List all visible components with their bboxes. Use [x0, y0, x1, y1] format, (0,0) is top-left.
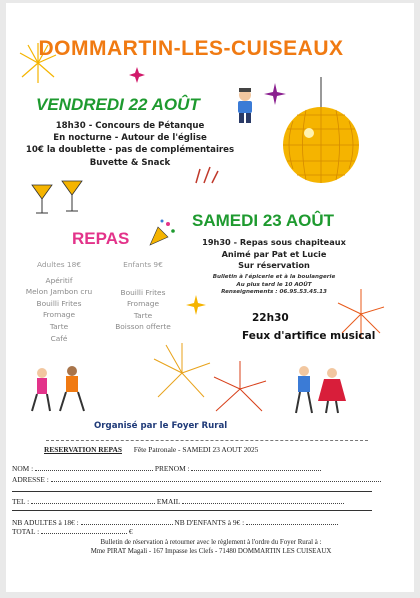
menu-item: Fromage — [42, 310, 76, 320]
footer-line: Mme PIRAT Magali - 167 Impasse les Clefs - 71480 DOMMARTIN LES CUISEAUX — [90, 548, 332, 555]
purple-star-icon — [264, 83, 286, 105]
total-label: TOTAL : — [12, 527, 40, 536]
fireworks-label: Feux d'artifice musical — [242, 330, 376, 342]
gold-star-icon — [186, 295, 206, 315]
day2-reservation-info — [192, 274, 356, 297]
tel-label: TEL : — [12, 497, 30, 506]
menu-adults-heading: Adultes 18€ — [36, 260, 82, 269]
prenom-field[interactable] — [191, 464, 321, 471]
email-field[interactable] — [182, 497, 344, 504]
form-rule — [12, 510, 372, 511]
total-currency: € — [128, 527, 133, 536]
day2-line: Sur réservation — [238, 260, 310, 270]
day2-program — [192, 237, 356, 272]
adresse-label: ADRESSE : — [12, 475, 49, 484]
party-popper-icon — [148, 219, 176, 247]
form-heading-event: Fête Patronale - SAMEDI 23 AOUT 2025 — [133, 445, 259, 454]
menu-kids — [102, 259, 184, 333]
disco-ball-icon — [281, 77, 361, 187]
menu-adults — [20, 259, 98, 344]
day1-line: 18h30 - Concours de Pétanque — [55, 121, 205, 131]
tel-field[interactable] — [31, 497, 155, 504]
dancing-couple-icon — [290, 365, 350, 417]
menu-item: Boisson offerte — [115, 322, 171, 332]
total-field[interactable] — [41, 527, 127, 534]
menu-item: Tarte — [133, 310, 153, 320]
day1-line: En nocturne - Autour de l'église — [53, 133, 207, 144]
info-line: Au plus tard le 10 AOÛT — [236, 281, 312, 288]
poster-page — [6, 3, 414, 592]
enfants-field[interactable] — [246, 518, 338, 525]
menu-item: Fromage — [126, 299, 160, 309]
pink-star-icon — [129, 67, 145, 83]
menu-item: Melon Jambon cru — [25, 287, 93, 297]
day2-heading: SAMEDI 23 AOÛT — [192, 211, 335, 230]
day1-line: 10€ la doublette - pas de complémentaires — [25, 145, 235, 156]
nom-label: NOM : — [12, 464, 34, 473]
day2-line: 19h30 - Repas sous chapiteaux — [202, 237, 346, 247]
menu-item: Café — [50, 333, 68, 343]
menu-item: Bouilli Frites — [120, 287, 166, 297]
menu-kids-heading: Enfants 9€ — [123, 260, 163, 269]
menu-item: Tarte — [49, 321, 69, 331]
day1-heading: VENDREDI 22 AOÛT — [36, 95, 200, 114]
form-heading-main: RESERVATION REPAS — [44, 445, 122, 454]
enfants-label: NB D'ENFANTS à 9€ : — [174, 518, 245, 527]
nom-field[interactable] — [35, 464, 153, 471]
day1-line: Buvette & Snack — [89, 157, 171, 168]
organizer: Organisé par le Foyer Rural — [94, 421, 228, 431]
fireworks-group-icon — [146, 339, 276, 419]
day2-line: Animé par Pat et Lucie — [221, 248, 327, 259]
form-rule — [12, 491, 372, 492]
cut-line — [46, 440, 368, 441]
info-line: Bulletin à l'épicerie et à la boulangerie — [212, 274, 336, 280]
prenom-label: PRENOM : — [154, 464, 190, 473]
day1-program — [16, 120, 244, 169]
email-label: EMAIL — [156, 497, 181, 506]
adultes-field[interactable] — [81, 518, 173, 525]
fireworks-time: 22h30 — [252, 312, 289, 324]
menu-item: Apéritif — [45, 275, 73, 285]
cocktail-glasses-icon — [30, 179, 86, 219]
form-heading — [44, 445, 258, 454]
adultes-label: NB ADULTES à 18€ : — [12, 518, 79, 527]
info-line: Renseignements : 06.95.53.45.13 — [221, 289, 327, 296]
menu-item: Bouilli Frites — [36, 298, 82, 308]
form-footer — [46, 538, 376, 556]
repas-heading: REPAS — [72, 229, 130, 248]
footer-line: Bulletin de réservation à retourner avec le règlement à l'ordre du Foyer Rural à : — [100, 539, 322, 546]
adresse-field[interactable] — [51, 475, 381, 482]
poster-title: DOMMARTIN-LES-CUISEAUX — [38, 37, 344, 60]
dancers-left-icon — [28, 365, 98, 415]
